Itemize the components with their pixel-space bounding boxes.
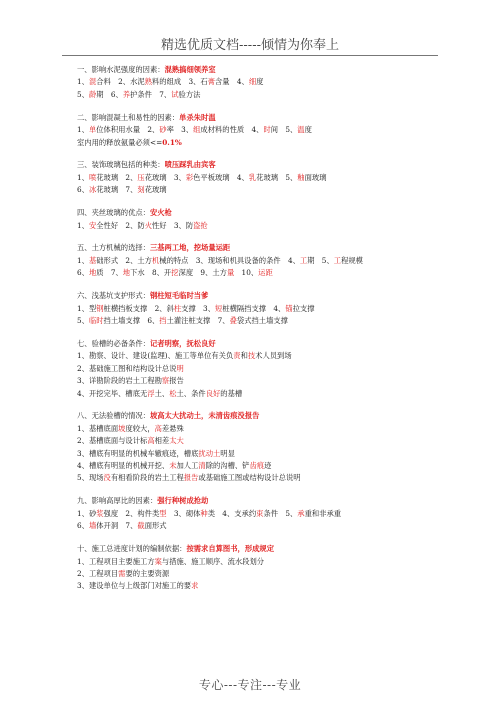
text-segment: 期 5、 — [307, 255, 334, 265]
list-item — [77, 375, 477, 387]
highlighted-text: 机 — [151, 255, 160, 265]
highlighted-text: 截 — [137, 521, 145, 531]
highlighted-text: 基 — [88, 255, 97, 265]
highlighted-text: 束 — [256, 508, 264, 518]
highlighted-text: 高 — [154, 423, 162, 433]
text-segment: 三、装饰玻璃包括的种类： — [77, 160, 165, 170]
highlighted-text: 钢 — [96, 303, 104, 313]
text-segment: 械的特点 3、现场和机具设备的条件 4、 — [159, 255, 300, 265]
highlighted-text: 地 — [122, 268, 131, 278]
text-segment: 深度 9、土方 — [178, 268, 227, 278]
highlighted-text: 喷 — [88, 172, 97, 182]
text-segment: 六、浅基坑支护形式： — [77, 291, 150, 301]
text-segment: 土、条件 — [176, 388, 206, 398]
highlighted-text: 坡高太大扰动土，未清齿痕没报告 — [149, 411, 260, 421]
text-segment: 6、 — [77, 268, 89, 278]
highlighted-text: 冰 — [88, 185, 97, 195]
section-6 — [77, 290, 477, 327]
text-segment: 5、 — [77, 316, 89, 325]
text-segment: 度 — [256, 77, 264, 87]
list-item — [77, 472, 477, 484]
highlighted-text: 太大 — [169, 436, 184, 446]
list-item — [77, 568, 477, 580]
highlighted-text: 没 — [103, 473, 111, 483]
text-segment: 七、验槽的必备条件： — [77, 338, 150, 348]
highlighted-text: 清 — [198, 461, 206, 471]
text-segment: 度 — [304, 125, 312, 135]
text-segment: 1、 — [77, 77, 89, 87]
text-segment: 面玻璃 — [304, 172, 327, 182]
section-3 — [77, 159, 477, 196]
text-segment: 2、基础施工图和结构设计总说 — [77, 363, 177, 373]
text-segment: 八、无法验槽的情况： — [77, 411, 150, 421]
text-segment: 含量 4、 — [215, 77, 249, 87]
page-header: 精选优质文档-----倾情为你奉上 — [161, 38, 339, 53]
text-segment: 条件 5、 — [263, 508, 298, 518]
highlighted-text: 量 — [226, 268, 235, 278]
highlighted-text: 刻 — [137, 185, 145, 195]
list-item — [77, 556, 477, 568]
text-segment: 度较大， — [125, 423, 155, 433]
text-segment: 3、建设单位与上级部门对施工的要 — [77, 581, 192, 591]
text-segment: 花玻璃 7、 — [96, 185, 138, 195]
section-7 — [77, 338, 477, 400]
section-heading — [77, 112, 477, 124]
highlighted-text: 工 — [333, 255, 342, 265]
text-segment: 土灌注桩支撑 7、 — [166, 316, 230, 325]
list-item — [77, 423, 477, 435]
highlighted-text: 0.1% — [162, 137, 182, 147]
section-heading — [77, 338, 477, 350]
text-segment: 相差 — [154, 436, 170, 446]
highlighted-text: 强行种树成抢劫 — [157, 496, 209, 506]
text-segment: 3、槽底有明显的机械车辙痕迹，槽底 — [77, 448, 199, 458]
highlighted-text: 安 — [88, 220, 97, 230]
highlighted-text: 报告 — [183, 473, 199, 483]
text-segment: 位体积用水量 2、 — [96, 125, 160, 135]
text-segment: 除的沟槽、铲 — [205, 461, 250, 471]
section-heading — [77, 207, 477, 219]
highlighted-text: 单杀朱时温 — [179, 112, 216, 122]
text-segment: 花玻璃 3、 — [144, 172, 186, 182]
section-1 — [77, 64, 477, 101]
highlighted-text: 柱 — [173, 303, 182, 313]
highlighted-text: 案 — [154, 556, 162, 566]
highlighted-text: 温 — [297, 125, 305, 135]
text-segment: 支撑 3、 — [181, 303, 216, 313]
text-segment: 护条件 7、 — [130, 89, 172, 99]
highlighted-text: 种 — [200, 508, 208, 518]
highlighted-text: 良好 — [205, 388, 221, 398]
text-segment: 料的组成 3、石 — [151, 77, 208, 87]
text-segment: 面形式 — [144, 521, 167, 531]
list-item — [77, 435, 477, 447]
text-segment: 2、工程项目 — [77, 568, 119, 578]
highlighted-text: 细 — [248, 77, 257, 87]
text-segment: 1、工程项目主要施工方 — [77, 556, 155, 566]
highlighted-text: 坡 — [118, 423, 126, 433]
highlighted-text: 运距 — [258, 268, 273, 278]
text-segment: 和 — [240, 351, 248, 361]
highlighted-text: 记者明察，抚松良好 — [149, 338, 216, 348]
highlighted-text: 高 — [147, 436, 155, 446]
highlighted-text: 膏 — [207, 77, 216, 87]
text-segment: 4、开挖完毕、槽底无 — [77, 388, 148, 398]
section-heading — [77, 242, 477, 254]
text-segment: 土、 — [154, 388, 170, 398]
text-segment: 础形式 2、土方 — [96, 255, 152, 265]
highlighted-text: 盗抢 — [193, 220, 208, 230]
text-segment: 桩横隔挡支撑 4、 — [222, 303, 286, 313]
text-segment: 花玻璃 5、 — [256, 172, 298, 182]
highlighted-text: 养 — [122, 89, 131, 99]
text-segment: 验方法 — [178, 89, 201, 99]
list-item — [77, 255, 477, 267]
text-segment: 期 6、 — [96, 89, 123, 99]
list-item — [77, 350, 477, 362]
highlighted-text: 时 — [263, 125, 271, 135]
list-item — [77, 220, 477, 232]
text-segment: 体开洞 7、 — [96, 521, 138, 531]
text-segment: 1、砂 — [77, 508, 97, 518]
text-segment: 明显 — [220, 448, 235, 458]
text-segment: 差悬殊 — [161, 423, 184, 433]
list-item — [77, 388, 477, 400]
text-segment: 迹 — [264, 461, 272, 471]
text-segment: 九、影响高厚比的因素： — [77, 496, 158, 506]
highlighted-text: 浆 — [96, 508, 104, 518]
section-5 — [77, 242, 477, 279]
highlighted-text: 叠 — [229, 316, 237, 325]
highlighted-text: 型 — [159, 508, 167, 518]
highlighted-text: 三基两工地，挖场量运距 — [149, 243, 231, 253]
text-segment: 3、砌体 — [166, 508, 201, 518]
highlighted-text: 挡 — [159, 316, 167, 325]
section-heading — [77, 410, 477, 422]
text-segment: 1、 — [77, 125, 89, 135]
text-segment: 报告 — [169, 376, 184, 386]
text-segment: 类 4、支承约 — [207, 508, 257, 518]
text-segment: 1、 — [77, 172, 89, 182]
text-segment: 1、 — [77, 255, 89, 265]
text-segment: 要的主要资源 — [125, 568, 170, 578]
highlighted-text: 明 — [176, 363, 184, 373]
list-item — [77, 520, 477, 532]
highlighted-text: 压 — [137, 172, 145, 182]
highlighted-text: 工 — [299, 255, 308, 265]
text-segment: 室内用的释放氨量必须<= — [77, 137, 163, 147]
text-segment: 袋式挡土墙支撑 — [236, 316, 288, 325]
highlighted-text: 釉 — [297, 172, 305, 182]
section-8 — [77, 410, 477, 484]
highlighted-text: 安火枪 — [149, 208, 172, 218]
text-segment: 5、现场 — [77, 473, 104, 483]
highlighted-text: 挖 — [171, 268, 179, 278]
highlighted-text: 求 — [191, 581, 199, 591]
list-item — [77, 460, 477, 472]
highlighted-text: 需 — [118, 568, 126, 578]
text-segment: 花玻璃 — [144, 185, 167, 195]
text-segment: 6、 — [77, 521, 89, 531]
text-segment: 桩横挡板支撑 2、斜 — [103, 303, 174, 313]
header-divider — [62, 55, 438, 56]
highlighted-text: 龄 — [88, 89, 97, 99]
highlighted-text: 锚 — [285, 303, 293, 313]
highlighted-text: 浮 — [147, 388, 155, 398]
text-segment: 5、 — [77, 89, 89, 99]
text-segment: 拉支撑 — [292, 303, 315, 313]
text-segment: 有相看阶段的岩土工程 — [110, 473, 184, 483]
text-segment: 加人工 — [176, 461, 199, 471]
highlighted-text: 地 — [88, 268, 97, 278]
highlighted-text: 火 — [144, 220, 152, 230]
text-segment: 强度 2、构件类 — [103, 508, 160, 518]
document-body — [77, 64, 477, 603]
text-segment: 1、 — [77, 220, 89, 230]
text-segment: 3、详勘阶段的岩土工程勘 — [77, 376, 162, 386]
section-heading — [77, 543, 477, 555]
list-item — [77, 303, 477, 315]
section-10 — [77, 543, 477, 593]
highlighted-text: 乳 — [248, 172, 257, 182]
highlighted-text: 短 — [215, 303, 223, 313]
highlighted-text: 齿痕 — [249, 461, 265, 471]
highlighted-text: 松 — [169, 388, 177, 398]
section-2 — [77, 112, 477, 149]
page-footer: 专心---专注---专业 — [198, 678, 302, 692]
list-item — [77, 580, 477, 592]
text-segment: 程规模 — [341, 255, 363, 265]
highlighted-text: 墙 — [88, 521, 97, 531]
text-segment: 1、勘察、设计、建设(监理)、施工等单位有关负 — [77, 351, 234, 361]
section-4 — [77, 207, 477, 232]
list-item — [77, 363, 477, 375]
text-segment: 2、基槽底面与设计标 — [77, 436, 148, 446]
list-item — [77, 76, 477, 88]
text-segment: 重和非承重 — [304, 508, 342, 518]
text-segment: 质 7、 — [96, 268, 123, 278]
list-item — [77, 124, 477, 136]
text-segment: 的基槽 — [220, 388, 243, 398]
highlighted-text: 扰动土 — [198, 448, 221, 458]
text-segment: 下水 8、开 — [130, 268, 172, 278]
text-segment: 二、影响混凝土和易性的因素： — [77, 112, 180, 122]
section-heading — [77, 159, 477, 171]
text-segment: 色平板玻璃 4、 — [193, 172, 249, 182]
text-segment: 1、基槽底面 — [77, 423, 119, 433]
list-item — [77, 137, 477, 149]
section-heading — [77, 495, 477, 507]
text-segment: 间 5、 — [270, 125, 298, 135]
text-segment: 术人员到场 — [255, 351, 292, 361]
list-item — [77, 508, 477, 520]
highlighted-text: 临时 — [88, 316, 104, 325]
highlighted-text: 承 — [297, 508, 305, 518]
list-item — [77, 267, 477, 279]
highlighted-text: 熟 — [144, 77, 152, 87]
list-item — [77, 184, 477, 196]
text-segment: 或基础施工图或结构设计总说明 — [198, 473, 301, 483]
highlighted-text: 组 — [193, 125, 201, 135]
list-item — [77, 89, 477, 101]
section-heading — [77, 290, 477, 302]
highlighted-text: 试 — [171, 89, 179, 99]
text-segment: 十、施工总进度计划的编制依据： — [77, 544, 187, 554]
text-segment: 性好 3、防 — [151, 220, 194, 230]
highlighted-text: 单 — [88, 125, 97, 135]
text-segment: 挡土墙支撑 6、 — [103, 316, 160, 325]
highlighted-text: 混熟搞细领养室 — [164, 65, 216, 74]
text-segment: 一、影响水泥强度的因素： — [77, 65, 165, 74]
highlighted-text: 未 — [169, 461, 177, 471]
list-item — [77, 315, 477, 327]
section-heading — [77, 64, 477, 76]
section-9 — [77, 495, 477, 532]
text-segment: 五、土方机械的选择： — [77, 243, 150, 253]
highlighted-text: 钢柱短毛临时当爹 — [149, 291, 209, 301]
text-segment: 4、槽底有明显的机械开挖、 — [77, 461, 170, 471]
text-segment: 成材料的性质 4、 — [200, 125, 264, 135]
highlighted-text: 混 — [88, 77, 97, 87]
text-segment: 全性好 2、防 — [96, 220, 145, 230]
list-item — [77, 172, 477, 184]
text-segment: 花玻璃 2、 — [96, 172, 138, 182]
text-segment: 1、型 — [77, 303, 97, 313]
highlighted-text: 责 — [233, 351, 241, 361]
highlighted-text: 技 — [247, 351, 256, 361]
text-segment: 与措施、施工顺序、流水段划分 — [161, 556, 265, 566]
highlighted-text: 喷压踩乳由宾客 — [164, 160, 216, 170]
text-segment: 率 3、 — [166, 125, 194, 135]
highlighted-text: 彩 — [185, 172, 194, 182]
highlighted-text: 砂 — [159, 125, 167, 135]
text-segment: 6、 — [77, 185, 89, 195]
highlighted-text: 按需求自算图书，形成规定 — [186, 544, 275, 554]
text-segment: 四、夹丝玻璃的优点： — [77, 208, 150, 218]
text-segment: 合料 2、水泥 — [96, 77, 145, 87]
list-item — [77, 448, 477, 460]
text-segment: 10、 — [234, 268, 259, 278]
highlighted-text: 察 — [161, 376, 170, 386]
